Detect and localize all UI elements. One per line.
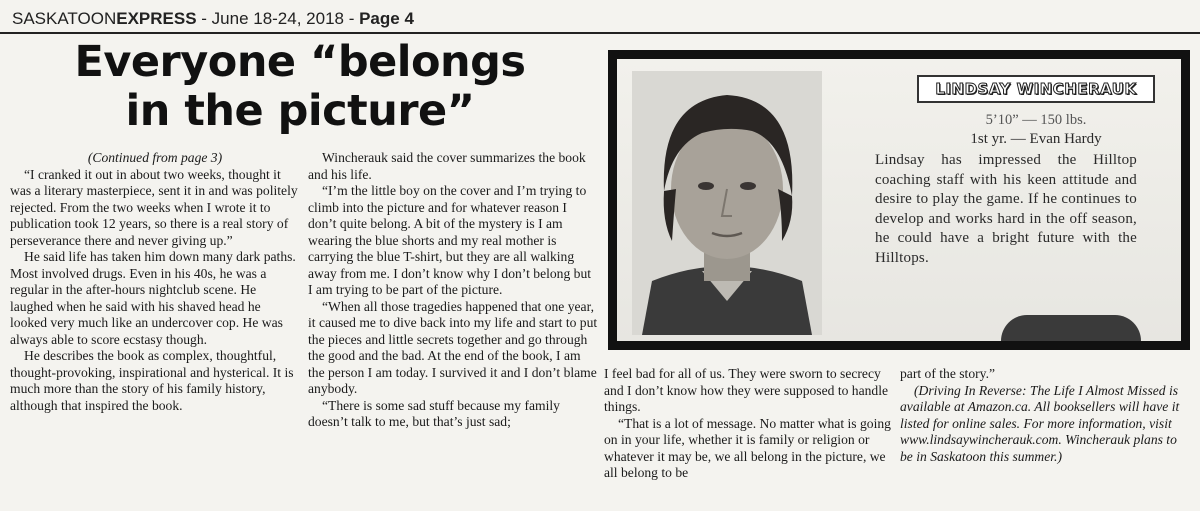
article-column-3 [604, 366, 894, 482]
yearbook-name: LINDSAY WINCHERAUK [917, 75, 1155, 103]
masthead-brand-light: SASKATOON [12, 9, 117, 28]
masthead-rule [0, 32, 1200, 34]
paragraph: part of the story.” [900, 366, 995, 381]
paragraph: “There is some sad stuff because my family doesn’t talk to me, but that’s just sad; [308, 397, 560, 429]
book-info-note: (Driving In Reverse: The Life I Almost Missed is available at Amazon.ca. All booksellers will have it listed for online sales. For more information, visit www.lindsaywincherauk.com. Wincherauk plans to be in Saskatoon this summer.) [900, 382, 1180, 464]
paragraph: He said life has taken him down many dark paths. Most involved drugs. Even in his 40s, he was a regular in the after-hours nightclub scene. He laughed when he said with his shaved head he looked very much like an undercover cop. He was always able to score ecstasy though. [10, 249, 296, 347]
article-column-4 [900, 366, 1192, 465]
masthead-issue: - June 18-24, 2018 - [196, 9, 360, 28]
paragraph: “I’m the little boy on the cover and I’m trying to climb into the picture and for whatever reason I don’t quite belong. A bit of the mystery is I am wearing the blue shorts and my real mother is carrying the blue T-shirt, but they are all walking away from me. I don’t know why I don’t belong but I am trying to be part of the picture. [308, 183, 592, 297]
yearbook-photo [608, 50, 1190, 350]
masthead-brand-bold: EXPRESS [116, 9, 197, 28]
cropped-photo-edge [1001, 315, 1141, 341]
yearbook-clipping [617, 59, 1181, 341]
headline-line-2: in the picture” [125, 86, 475, 136]
yearbook-blurb: Lindsay has impressed the Hilltop coaching staff with his keen attitude and desire to play the game. If he continues to develop and works hard in the off season, he could have a bright future with the Hilltops. [875, 152, 1137, 266]
paragraph: Wincherauk said the cover summarizes the book and his life. [308, 150, 586, 182]
yearbook-stats: 5’10” — 150 lbs. [985, 112, 1087, 128]
yearbook-school: 1st yr. — Evan Hardy [970, 131, 1102, 147]
headline-line-1: Everyone “belongs [74, 37, 526, 87]
portrait-image [632, 71, 822, 335]
article-column-2 [308, 150, 598, 431]
paragraph: He describes the book as complex, thoughtful, thought-provoking, inspirational and hysterical. It is much more than the story of his family history, although that inspired the book. [10, 348, 294, 413]
paragraph: “When all those tragedies happened that one year, it caused me to dive back into my life and start to put the pieces and little secrets together and go through the good and the bad. At the end of the book, I am the person I am today. I survived it and I don’t blame anybody. [308, 298, 598, 396]
masthead [12, 8, 414, 30]
paragraph: “That is a lot of message. No matter what is going on in your life, whether it is family or religion or whatever it may be, we all belong in the picture, we all belong to be [604, 415, 891, 480]
paragraph: I feel bad for all of us. They were sworn to secrecy and I don’t know how they were supposed to handle things. [604, 366, 889, 414]
headline [20, 38, 580, 136]
paragraph: “I cranked it out in about two weeks, thought it was a literary masterpiece, sent it in and was politely rejected. From the two weeks when I wrote it to publication took 12 years, so there is a real story of perseverance there and never giving up.” [10, 166, 298, 248]
masthead-page: Page 4 [359, 9, 414, 28]
article-column-1 [10, 150, 300, 414]
continued-note: (Continued from page 3) [87, 150, 223, 165]
